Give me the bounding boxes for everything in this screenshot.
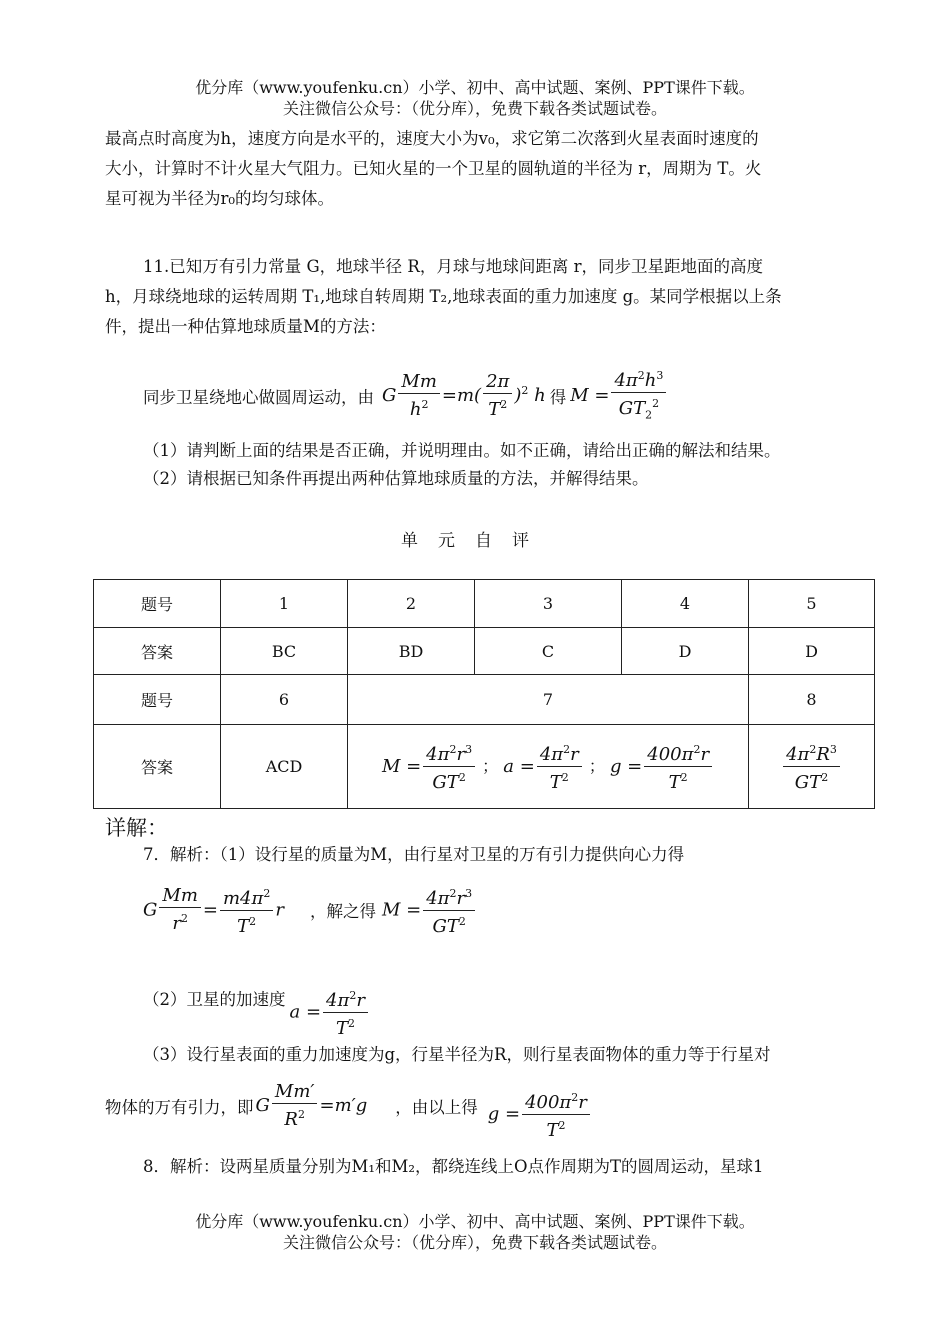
q7-formula-weight: G $\frac{Mm'}{R^2}$ =m′g	[255, 1081, 368, 1130]
q7-formula-g: g = $\frac{400\pi^2r}{T^2}$	[488, 1088, 592, 1141]
cell-ans: BC	[221, 628, 348, 675]
cell-ans: C	[475, 628, 622, 675]
q11-part2: （2）请根据已知条件再提出两种估算地球质量的方法，并解得结果。	[143, 469, 649, 488]
q11-result-formula: M = $\frac{4\pi^2h^3}{GT_2^2}$	[570, 366, 668, 426]
page-footer-line1: 优分库（www.youfenku.cn）小学、初中、高中试题、案例、PPT课件下载。	[195, 1212, 755, 1231]
section-title: 单元自评	[401, 531, 549, 551]
cell-ans-8-formula	[749, 725, 875, 809]
formula-accel: a = $\frac{4\pi^2r}{T^2}$	[503, 756, 583, 777]
q11-method-text: 同步卫星绕地心做圆周运动，由	[143, 388, 374, 407]
cell-ans: BD	[348, 628, 475, 675]
cell-ans: ACD	[221, 725, 348, 809]
cell-num: 1	[221, 580, 348, 628]
cell-num: 4	[622, 580, 749, 628]
formula-8: $\frac{4\pi^2R^3}{GT^2}$	[781, 756, 842, 777]
q10-line3: 星可视为半径为r₀的均匀球体。	[105, 189, 335, 208]
cell-ans: D	[749, 628, 875, 675]
q11-method-formula: G $\frac{Mm}{h^2}$ =m( $\frac{2\pi}{T^2}$ )$^2$ h	[382, 371, 546, 420]
q7-formula-accel: a = $\frac{4\pi^2r}{T^2}$	[290, 986, 370, 1039]
q7-equation-row	[143, 880, 477, 940]
table-row	[94, 675, 875, 725]
q11-line2: h，月球绕地球的运转周期 T₁,地球自转周期 T₂,地球表面的重力加速度 g。某同学根据以上条	[105, 287, 782, 306]
q11-part1: （1）请判断上面的结果是否正确，并说明理由。如不正确，请给出正确的解法和结果。	[143, 441, 781, 460]
page-footer-line2: 关注微信公众号：（优分库），免费下载各类试题试卷。	[282, 1233, 667, 1252]
table-row	[94, 628, 875, 675]
q7-part3c: ，由以上得	[395, 1098, 478, 1117]
cell-label-ans: 答案	[94, 725, 221, 809]
cell-ans-7-formulas: M = $\frac{4\pi^2r^3}{GT^2}$ ； a = $\frac{4\pi^2r}{T^2}$ ； g = $\frac{400\pi^2r}{T^2}$	[348, 725, 749, 809]
cell-num: 7	[348, 675, 749, 725]
detail-heading: 详解：	[105, 816, 168, 840]
cell-num: 5	[749, 580, 875, 628]
answer-table	[93, 579, 875, 809]
q11-method	[143, 368, 843, 424]
q7-intro: 7．解析：（1）设行星的质量为M，由行星对卫星的万有引力提供向心力得	[143, 845, 685, 864]
cell-label-ans: 答案	[94, 628, 221, 675]
cell-num: 6	[221, 675, 348, 725]
q8-intro: 8．解析：设两星质量分别为M₁和M₂，都绕连线上O点作周期为T的圆周运动，星球1	[143, 1157, 764, 1176]
formula-gravity: g = $\frac{400\pi^2r}{T^2}$	[610, 756, 714, 777]
cell-num: 3	[475, 580, 622, 628]
q7-part2-text: （2）卫星的加速度	[143, 990, 286, 1009]
q10-line1: 最高点时高度为h，速度方向是水平的，速度大小为v₀，求它第二次落到火星表面时速度的	[105, 129, 759, 148]
q7-part3a: （3）设行星表面的重力加速度为g，行星半径为R，则行星表面物体的重力等于行星对	[143, 1045, 771, 1064]
page-header-line1: 优分库（www.youfenku.cn）小学、初中、高中试题、案例、PPT课件下载。	[195, 78, 755, 97]
q10-text	[105, 124, 875, 214]
q11-line3: 件，提出一种估算地球质量M的方法：	[105, 317, 386, 336]
q11-line1: 11.已知万有引力常量 G，地球半径 R，月球与地球间距离 r，同步卫星距地面的高度	[143, 257, 763, 276]
cell-label-num: 题号	[94, 580, 221, 628]
q7-part3-row	[105, 1076, 592, 1141]
table-row	[94, 725, 875, 809]
cell-num: 8	[749, 675, 875, 725]
q7-formula-mass: M = $\frac{4\pi^2r^3}{GT^2}$	[382, 884, 477, 937]
cell-ans: D	[622, 628, 749, 675]
q7-solve-text: ，解之得	[309, 902, 376, 921]
table-row	[94, 580, 875, 628]
q7-part2-row	[143, 968, 370, 1039]
cell-num: 2	[348, 580, 475, 628]
q11-text	[105, 252, 875, 342]
q7-part3b: 物体的万有引力，即	[105, 1098, 254, 1117]
cell-label-num: 题号	[94, 675, 221, 725]
q10-line2: 大小，计算时不计火星大气阻力。已知火星的一个卫星的圆轨道的半径为 r，周期为 T。火	[105, 159, 762, 178]
formula-mass: M = $\frac{4\pi^2r^3}{GT^2}$	[382, 756, 477, 777]
q11-de: 得	[549, 388, 567, 407]
page-header-line2: 关注微信公众号：（优分库），免费下载各类试题试卷。	[282, 99, 667, 118]
q7-formula-force: G $\frac{Mm}{r^2}$ = $\frac{m4\pi^2}{T^2}$ r	[143, 885, 284, 937]
